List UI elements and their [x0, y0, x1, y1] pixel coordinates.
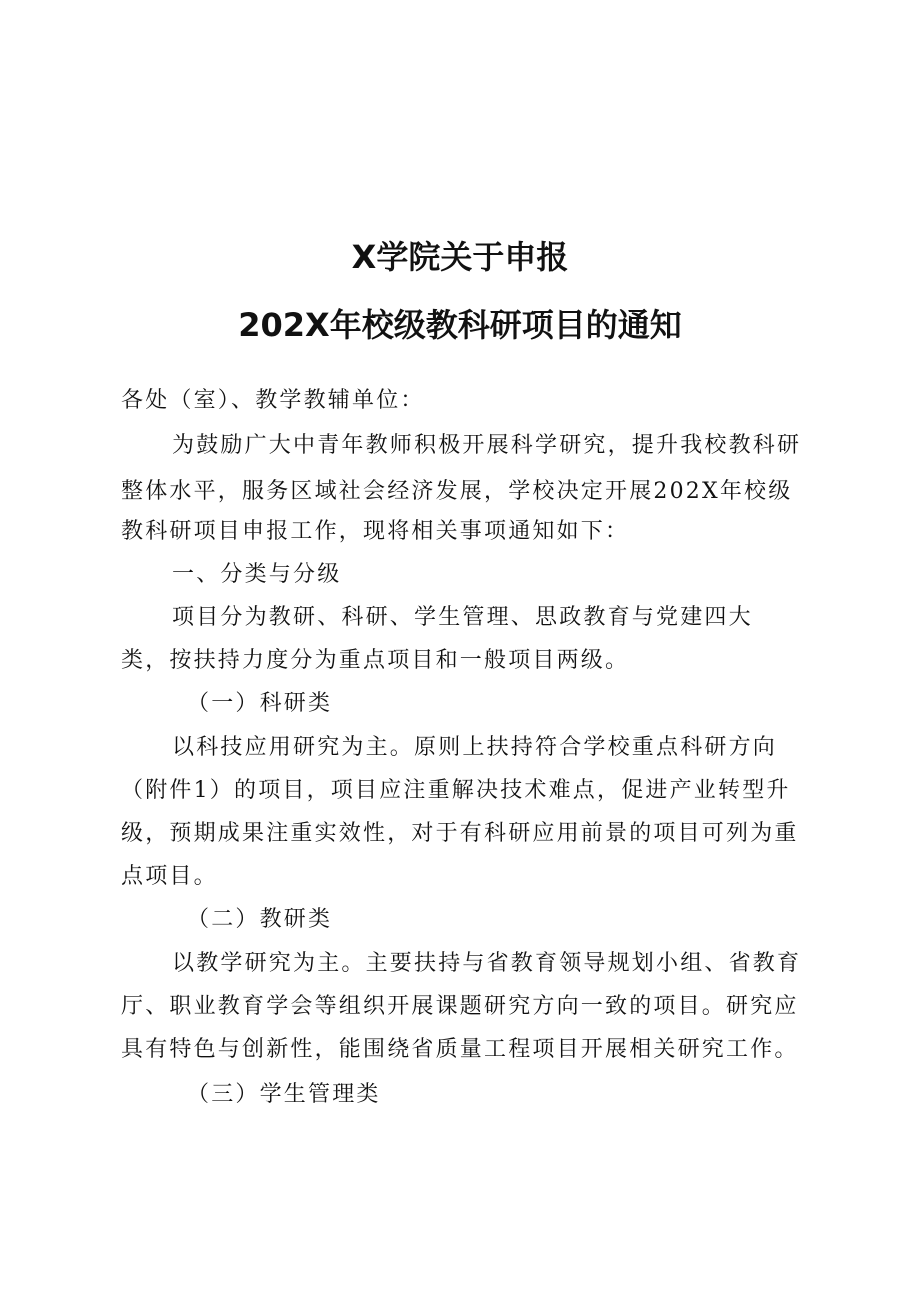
section-heading: 一、分类与分级 [172, 562, 342, 587]
paragraph-line: 厅、职业教育学会等组织开展课题研究方向一致的项目。研究应 [121, 994, 799, 1019]
paragraph-line: 类，按扶持力度分为重点项目和一般项目两级。 [121, 648, 630, 673]
paragraph-line: 以教学研究为主。主要扶持与省教育领导规划小组、省教育 [172, 951, 802, 976]
intro-line: 为鼓励广大中青年教师积极开展科学研究，提升我校教科研 [172, 433, 802, 458]
salutation: 各处（室）、教学教辅单位： [121, 388, 425, 413]
paragraph-line: （附件1）的项目，项目应注重解决技术难点，促进产业转型升 [121, 778, 791, 803]
paragraph-line: 级，预期成果注重实效性，对于有科研应用前景的项目可列为重 [121, 821, 799, 846]
paragraph-line: 点项目。 [121, 864, 218, 889]
subsection-heading: （二）教研类 [187, 907, 333, 932]
subsection-heading: （三）学生管理类 [187, 1082, 381, 1107]
title-line-1: X学院关于申报 [351, 238, 569, 276]
paragraph-line: 以科技应用研究为主。原则上扶持符合学校重点科研方向 [172, 735, 778, 760]
title-line-2: 202X年校级教科研项目的通知 [238, 306, 682, 344]
paragraph-line: 具有特色与创新性，能围绕省质量工程项目开展相关研究工作。 [121, 1037, 799, 1062]
subsection-heading: （一）科研类 [187, 691, 333, 716]
paragraph-line: 项目分为教研、科研、学生管理、思政教育与党建四大 [172, 605, 753, 630]
intro-line: 教科研项目申报工作，现将相关事项通知如下： [121, 519, 630, 544]
intro-line: 整体水平，服务区域社会经济发展，学校决定开展202X年校级 [121, 479, 793, 504]
